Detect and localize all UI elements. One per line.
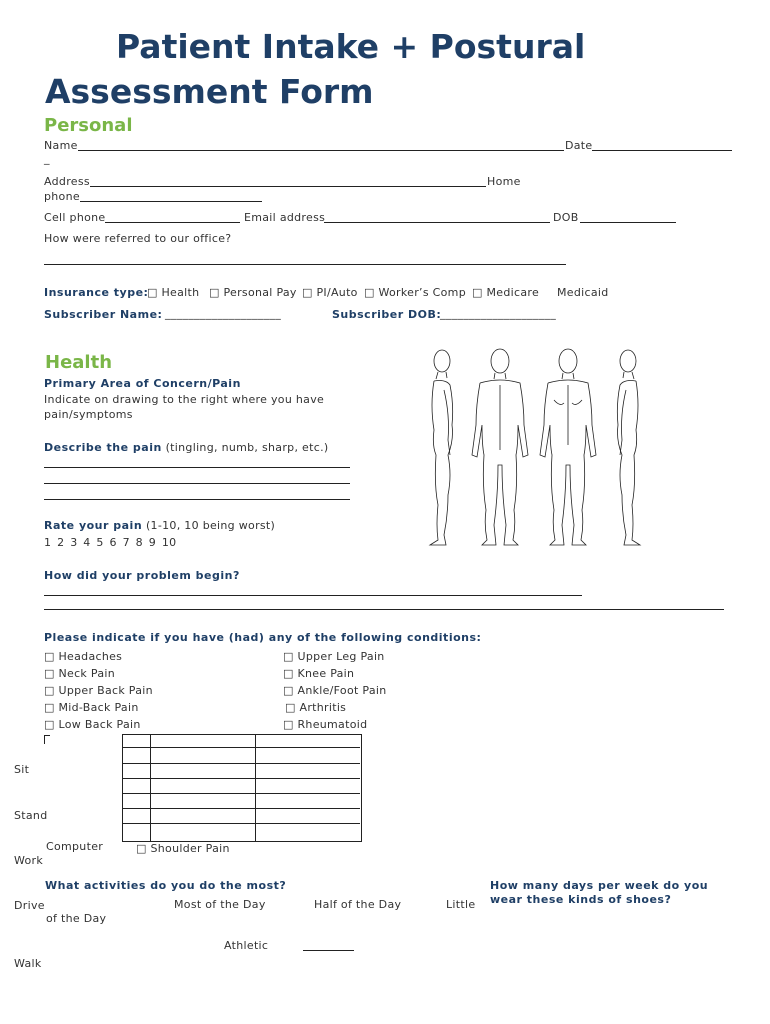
- name-field[interactable]: [78, 150, 564, 151]
- grid-row-6: [122, 823, 360, 824]
- insurance-label: Insurance type:: [44, 286, 149, 299]
- rate-pain-prompt: [44, 519, 275, 532]
- frequency-half[interactable]: Half of the Day: [314, 898, 402, 911]
- condition-mid-back-pain[interactable]: □ Mid-Back Pain: [44, 701, 139, 714]
- rate-pain-hint: (1-10, 10 being worst): [145, 519, 276, 532]
- grid-row-1: [122, 747, 360, 748]
- begin-line-2[interactable]: [44, 609, 724, 610]
- subscriber-dob-label: Subscriber DOB:: [332, 308, 442, 321]
- insurance-pi-auto[interactable]: □ PI/Auto: [302, 286, 358, 299]
- insurance-personal-pay[interactable]: □ Personal Pay: [209, 286, 297, 299]
- condition-upper-leg-pain[interactable]: □ Upper Leg Pain: [283, 650, 385, 663]
- date-label: Date: [565, 139, 593, 152]
- condition-headaches[interactable]: □ Headaches: [44, 650, 123, 663]
- insurance-health[interactable]: □ Health: [147, 286, 200, 299]
- address-label: Address: [44, 175, 90, 188]
- email-label: Email address: [244, 211, 326, 224]
- begin-question: How did your problem begin?: [44, 569, 240, 582]
- phone-label: phone: [44, 190, 80, 203]
- activity-computer: Computer: [46, 840, 104, 853]
- address-field[interactable]: [90, 186, 486, 187]
- frequency-little[interactable]: Little: [446, 898, 476, 911]
- activity-sit: Sit: [14, 763, 30, 776]
- insurance-medicare[interactable]: □ Medicare: [472, 286, 540, 299]
- body-side-right-icon: [617, 350, 640, 545]
- describe-line-2[interactable]: [44, 483, 350, 484]
- describe-pain-prompt: [44, 441, 328, 454]
- dash-mark: _: [44, 152, 50, 165]
- describe-line-1[interactable]: [44, 467, 350, 468]
- health-heading: Health: [45, 352, 113, 373]
- activity-stand: Stand: [14, 809, 48, 822]
- referral-field[interactable]: [44, 264, 566, 265]
- grid-col-1: [150, 734, 152, 841]
- activity-grid: [122, 734, 362, 842]
- condition-shoulder-pain[interactable]: □ Shoulder Pain: [136, 842, 230, 855]
- subscriber-name-label: Subscriber Name:: [44, 308, 163, 321]
- begin-line-1[interactable]: [44, 595, 582, 596]
- body-front-icon: [472, 349, 528, 545]
- grid-row-5: [122, 808, 360, 809]
- grid-corner-top: [44, 735, 50, 736]
- athletic-days-field[interactable]: [303, 950, 354, 951]
- form-title-line2: Assessment Form: [45, 72, 374, 111]
- frequency-most[interactable]: Most of the Day: [174, 898, 266, 911]
- cell-phone-label: Cell phone: [44, 211, 106, 224]
- describe-pain-bold: Describe the pain: [44, 441, 162, 454]
- grid-row-3: [122, 778, 360, 779]
- primary-concern-label: Primary Area of Concern/Pain: [44, 377, 241, 390]
- describe-pain-hint: (tingling, numb, sharp, etc.): [165, 441, 329, 454]
- activities-question: What activities do you do the most?: [45, 879, 287, 892]
- rate-pain-bold: Rate your pain: [44, 519, 143, 532]
- cell-phone-field[interactable]: [105, 222, 240, 223]
- grid-corner-mark: [44, 735, 46, 744]
- condition-arthritis[interactable]: □ Arthritis: [285, 701, 347, 714]
- body-side-left-icon: [430, 350, 453, 545]
- shoes-question-line2: wear these kinds of shoes?: [490, 893, 672, 906]
- shoes-question-line1: How many days per week do you: [490, 879, 709, 892]
- name-label: Name: [44, 139, 78, 152]
- home-label: Home: [487, 175, 521, 188]
- rate-scale[interactable]: 1 2 3 4 5 6 7 8 9 10: [44, 536, 177, 549]
- subscriber-name-field[interactable]: ____________________: [165, 307, 281, 320]
- email-field[interactable]: [324, 222, 550, 223]
- condition-upper-back-pain[interactable]: □ Upper Back Pain: [44, 684, 153, 697]
- grid-col-2: [255, 734, 257, 841]
- grid-row-4: [122, 793, 360, 794]
- activity-work: Work: [14, 854, 44, 867]
- personal-heading: Personal: [44, 115, 133, 136]
- condition-knee-pain[interactable]: □ Knee Pain: [283, 667, 355, 680]
- body-back-icon: [540, 349, 596, 545]
- referral-question: How were referred to our office?: [44, 232, 232, 245]
- insurance-workers-comp[interactable]: □ Worker’s Comp: [364, 286, 466, 299]
- instruction-line2: pain/symptoms: [44, 408, 133, 421]
- condition-neck-pain[interactable]: □ Neck Pain: [44, 667, 116, 680]
- shoe-athletic: Athletic: [224, 939, 269, 952]
- dob-field[interactable]: [580, 222, 676, 223]
- condition-rheumatoid[interactable]: □ Rheumatoid: [283, 718, 368, 731]
- insurance-medicaid[interactable]: Medicaid: [557, 286, 609, 299]
- home-phone-field[interactable]: [80, 201, 262, 202]
- frequency-of-the-day: of the Day: [46, 912, 107, 925]
- dob-label: DOB: [553, 211, 579, 224]
- subscriber-dob-field[interactable]: ____________________: [440, 307, 556, 320]
- grid-row-2: [122, 763, 360, 764]
- body-diagram[interactable]: [420, 345, 650, 550]
- form-title-line1: Patient Intake + Postural: [116, 27, 586, 66]
- describe-line-3[interactable]: [44, 499, 350, 500]
- date-field[interactable]: [592, 150, 732, 151]
- activity-walk: Walk: [14, 957, 42, 970]
- conditions-question: Please indicate if you have (had) any of the following conditions:: [44, 631, 482, 644]
- instruction-line1: Indicate on drawing to the right where you have: [44, 393, 325, 406]
- condition-low-back-pain[interactable]: □ Low Back Pain: [44, 718, 141, 731]
- activity-drive: Drive: [14, 899, 45, 912]
- condition-ankle-foot-pain[interactable]: □ Ankle/Foot Pain: [283, 684, 387, 697]
